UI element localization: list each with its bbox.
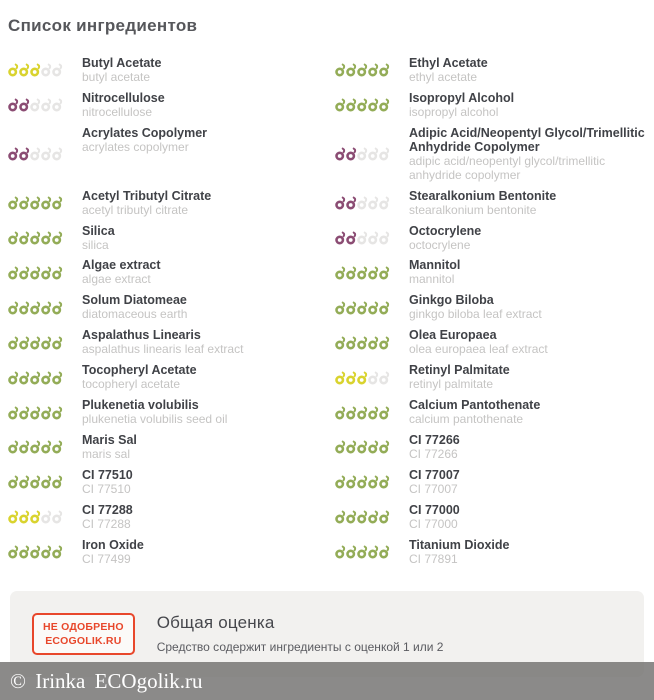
ingredient-texts [82, 189, 219, 218]
berry-droplet-icon [19, 266, 30, 280]
rating-icons [327, 147, 409, 161]
ingredient-name: Nitrocellulose [82, 90, 165, 105]
ingredient-texts [409, 56, 496, 85]
ingredient-texts [409, 328, 556, 357]
berry-droplet-icon [41, 301, 52, 315]
ingredient-row [0, 468, 327, 497]
ingredient-name: Octocrylene [409, 223, 482, 238]
ingredient-row [0, 503, 327, 532]
berry-droplet-icon [52, 371, 63, 385]
berry-droplet-icon [357, 301, 368, 315]
berry-droplet-icon [346, 475, 357, 489]
berry-droplet-icon [335, 406, 346, 420]
berry-droplet-icon [379, 510, 390, 524]
berry-droplet-icon [41, 336, 52, 350]
berry-droplet-icon [52, 266, 63, 280]
ingredient-row [0, 328, 327, 357]
ingredient-texts [409, 503, 468, 532]
ingredient-texts [409, 398, 548, 427]
berry-droplet-icon [346, 301, 357, 315]
berry-droplet-icon [52, 231, 63, 245]
berry-droplet-icon [357, 406, 368, 420]
berry-droplet-icon [19, 440, 30, 454]
rating-icons [0, 231, 82, 245]
ingredient-name: Adipic Acid/Neopentyl Glycol/Trimellitic Anhydride Copolymer [409, 125, 645, 154]
berry-droplet-icon [30, 406, 41, 420]
ingredient-name: Isopropyl Alcohol [409, 90, 515, 105]
ingredient-row [327, 293, 654, 322]
ingredient-name: Silica [82, 223, 115, 238]
berry-droplet-icon [8, 301, 19, 315]
rating-icons [0, 475, 82, 489]
ingredient-name: Acrylates Copolymer [82, 125, 208, 140]
berry-droplet-icon [346, 147, 357, 161]
ingredient-texts [82, 224, 123, 253]
berry-droplet-icon [19, 196, 30, 210]
ingredient-name: Stearalkonium Bentonite [409, 188, 557, 203]
berry-droplet-icon [30, 147, 41, 161]
ingredient-inci: calcium pantothenate [409, 412, 524, 427]
berry-droplet-icon [19, 371, 30, 385]
berry-droplet-icon [335, 196, 346, 210]
berry-droplet-icon [368, 98, 379, 112]
berry-droplet-icon [335, 231, 346, 245]
berry-droplet-icon [379, 406, 390, 420]
ingredient-row [0, 91, 327, 120]
berry-droplet-icon [8, 266, 19, 280]
berry-droplet-icon [52, 301, 63, 315]
berry-droplet-icon [8, 147, 19, 161]
berry-droplet-icon [52, 475, 63, 489]
ingredient-inci: CI 77510 [82, 481, 131, 496]
ingredient-name: Tocopheryl Acetate [82, 363, 197, 378]
berry-droplet-icon [357, 510, 368, 524]
berry-droplet-icon [19, 475, 30, 489]
ingredient-inci: acrylates copolymer [82, 139, 189, 154]
ingredient-inci: isopropyl alcohol [409, 104, 499, 119]
berry-droplet-icon [8, 336, 19, 350]
ingredient-inci: diatomaceous earth [82, 307, 188, 322]
rating-icons [0, 147, 82, 161]
berry-droplet-icon [368, 510, 379, 524]
berry-droplet-icon [30, 545, 41, 559]
ingredient-inci: nitrocellulose [82, 104, 153, 119]
rating-icons [0, 406, 82, 420]
rating-icons [0, 63, 82, 77]
berry-droplet-icon [30, 440, 41, 454]
berry-droplet-icon [19, 510, 30, 524]
berry-droplet-icon [41, 545, 52, 559]
ingredient-inci: maris sal [82, 446, 131, 461]
berry-droplet-icon [19, 301, 30, 315]
ingredient-texts [409, 468, 468, 497]
berry-droplet-icon [357, 545, 368, 559]
berry-droplet-icon [41, 371, 52, 385]
rating-icons [327, 371, 409, 385]
ingredient-inci: aspalathus linearis leaf extract [82, 342, 244, 357]
berry-droplet-icon [346, 371, 357, 385]
berry-droplet-icon [379, 440, 390, 454]
berry-droplet-icon [379, 545, 390, 559]
berry-droplet-icon [8, 371, 19, 385]
ingredient-name: Calcium Pantothenate [409, 398, 541, 413]
berry-droplet-icon [368, 301, 379, 315]
ingredient-row [327, 91, 654, 120]
ingredient-row [0, 224, 327, 253]
ingredient-texts [409, 189, 564, 218]
ingredient-inci: CI 77891 [409, 551, 458, 566]
ingredient-name: Ethyl Acetate [409, 56, 488, 70]
berry-droplet-icon [8, 98, 19, 112]
berry-droplet-icon [52, 196, 63, 210]
ingredient-row [327, 126, 654, 183]
ingredient-inci: ginkgo biloba leaf extract [409, 307, 542, 322]
ingredient-row [0, 398, 327, 427]
berry-droplet-icon [335, 336, 346, 350]
ingredient-name: Butyl Acetate [82, 56, 162, 70]
berry-droplet-icon [335, 440, 346, 454]
ingredient-texts [82, 398, 235, 427]
rating-icons [0, 336, 82, 350]
berry-droplet-icon [335, 98, 346, 112]
stamp-line-1: НЕ ОДОБРЕНО [43, 620, 124, 633]
berry-droplet-icon [19, 63, 30, 77]
berry-droplet-icon [357, 98, 368, 112]
ingredient-inci: mannitol [409, 272, 455, 287]
ingredient-texts [82, 363, 205, 392]
berry-droplet-icon [8, 196, 19, 210]
rating-icons [0, 545, 82, 559]
berry-droplet-icon [335, 371, 346, 385]
berry-droplet-icon [30, 266, 41, 280]
berry-droplet-icon [357, 196, 368, 210]
ingredient-row [327, 363, 654, 392]
ingredient-texts [409, 433, 468, 462]
rating-icons [327, 545, 409, 559]
berry-droplet-icon [346, 545, 357, 559]
berry-droplet-icon [379, 475, 390, 489]
ingredients-grid [0, 56, 654, 567]
ingredient-row [0, 433, 327, 462]
berry-droplet-icon [379, 301, 390, 315]
ingredient-name: Retinyl Palmitate [409, 363, 510, 378]
berry-droplet-icon [379, 371, 390, 385]
berry-droplet-icon [52, 336, 63, 350]
ingredient-name: CI 77007 [409, 467, 460, 482]
ingredient-inci: CI 77266 [409, 446, 458, 461]
berry-droplet-icon [357, 63, 368, 77]
ingredient-inci: CI 77499 [82, 551, 131, 566]
berry-droplet-icon [346, 406, 357, 420]
ingredient-name: CI 77510 [82, 467, 133, 482]
ingredient-inci: plukenetia volubilis seed oil [82, 412, 228, 427]
berry-droplet-icon [368, 440, 379, 454]
rating-icons [327, 63, 409, 77]
berry-droplet-icon [346, 231, 357, 245]
rating-icons [327, 475, 409, 489]
berry-droplet-icon [379, 231, 390, 245]
ingredient-row [327, 538, 654, 567]
berry-droplet-icon [30, 231, 41, 245]
ingredient-row [0, 56, 327, 85]
ingredient-name: CI 77000 [409, 502, 460, 517]
ingredient-inci: olea europaea leaf extract [409, 342, 548, 357]
rating-icons [327, 196, 409, 210]
ingredient-inci: CI 77007 [409, 481, 458, 496]
berry-droplet-icon [30, 98, 41, 112]
summary-text [157, 613, 444, 654]
stamp-line-2: ECOGOLIK.RU [45, 634, 122, 647]
berry-droplet-icon [368, 406, 379, 420]
berry-droplet-icon [41, 196, 52, 210]
berry-droplet-icon [41, 231, 52, 245]
rating-icons [327, 266, 409, 280]
ingredient-row [0, 126, 327, 183]
berry-droplet-icon [19, 98, 30, 112]
ingredient-texts [82, 468, 141, 497]
berry-droplet-icon [41, 406, 52, 420]
berry-droplet-icon [357, 475, 368, 489]
ingredient-row [0, 189, 327, 218]
berry-droplet-icon [8, 406, 19, 420]
ingredient-texts [409, 91, 522, 120]
berry-droplet-icon [335, 63, 346, 77]
berry-droplet-icon [379, 147, 390, 161]
rating-icons [327, 301, 409, 315]
berry-droplet-icon [368, 475, 379, 489]
ingredient-row [327, 258, 654, 287]
berry-droplet-icon [52, 440, 63, 454]
ingredient-texts [409, 363, 518, 392]
ingredient-inci: CI 77000 [409, 516, 458, 531]
berry-droplet-icon [346, 510, 357, 524]
ingredient-row [327, 503, 654, 532]
ingredient-inci: algae extract [82, 272, 151, 287]
berry-droplet-icon [379, 196, 390, 210]
berry-droplet-icon [335, 301, 346, 315]
ingredient-name: Plukenetia volubilis [82, 398, 199, 413]
berry-droplet-icon [346, 336, 357, 350]
summary-description: Средство содержит ингредиенты с оценкой 1 или 2 [156, 640, 444, 655]
ingredient-texts [409, 293, 550, 322]
ingredient-texts [409, 258, 468, 287]
berry-droplet-icon [19, 336, 30, 350]
berry-droplet-icon [357, 440, 368, 454]
rating-icons [327, 336, 409, 350]
berry-droplet-icon [357, 336, 368, 350]
ingredient-texts [409, 538, 517, 567]
berry-droplet-icon [357, 371, 368, 385]
ingredient-name: Algae extract [82, 258, 161, 273]
berry-droplet-icon [357, 147, 368, 161]
berry-droplet-icon [52, 98, 63, 112]
berry-droplet-icon [41, 266, 52, 280]
berry-droplet-icon [346, 98, 357, 112]
berry-droplet-icon [335, 266, 346, 280]
ingredient-inci: tocopheryl acetate [82, 377, 181, 392]
ingredient-row [0, 363, 327, 392]
berry-droplet-icon [368, 231, 379, 245]
berry-droplet-icon [52, 63, 63, 77]
ingredient-row [327, 398, 654, 427]
berry-droplet-icon [41, 98, 52, 112]
berry-droplet-icon [30, 336, 41, 350]
ingredient-texts [82, 433, 145, 462]
berry-droplet-icon [368, 266, 379, 280]
berry-droplet-icon [30, 475, 41, 489]
ingredient-texts [82, 126, 215, 155]
ingredient-inci: stearalkonium bentonite [409, 202, 537, 217]
berry-droplet-icon [19, 231, 30, 245]
berry-droplet-icon [357, 231, 368, 245]
rating-icons [0, 371, 82, 385]
rating-icons [0, 266, 82, 280]
ingredient-texts [82, 258, 169, 287]
ingredient-row [0, 538, 327, 567]
ingredient-texts [409, 224, 489, 253]
berry-droplet-icon [368, 196, 379, 210]
rating-icons [327, 98, 409, 112]
berry-droplet-icon [379, 336, 390, 350]
ingredient-row [327, 224, 654, 253]
berry-droplet-icon [346, 266, 357, 280]
ingredient-name: CI 77266 [409, 432, 460, 447]
berry-droplet-icon [335, 147, 346, 161]
berry-droplet-icon [368, 336, 379, 350]
berry-droplet-icon [346, 440, 357, 454]
berry-droplet-icon [379, 63, 390, 77]
footer [0, 662, 654, 700]
berry-droplet-icon [52, 147, 63, 161]
berry-droplet-icon [52, 545, 63, 559]
ingredient-texts [409, 126, 654, 183]
ingredient-row [327, 468, 654, 497]
berry-droplet-icon [8, 510, 19, 524]
berry-droplet-icon [30, 301, 41, 315]
rating-icons [327, 510, 409, 524]
rating-icons [0, 440, 82, 454]
berry-droplet-icon [19, 406, 30, 420]
berry-droplet-icon [368, 545, 379, 559]
berry-droplet-icon [8, 475, 19, 489]
berry-droplet-icon [52, 510, 63, 524]
ingredient-name: Maris Sal [82, 432, 137, 447]
ingredient-row [0, 258, 327, 287]
berry-droplet-icon [335, 545, 346, 559]
ingredient-name: Ginkgo Biloba [409, 293, 494, 308]
berry-droplet-icon [19, 545, 30, 559]
rating-icons [0, 510, 82, 524]
berry-droplet-icon [335, 510, 346, 524]
ingredient-name: Solum Diatomeae [82, 293, 187, 308]
berry-droplet-icon [379, 98, 390, 112]
ingredient-name: Titanium Dioxide [409, 537, 510, 552]
ingredient-name: Mannitol [409, 258, 461, 273]
rating-icons [327, 440, 409, 454]
berry-droplet-icon [41, 440, 52, 454]
berry-droplet-icon [41, 147, 52, 161]
rating-icons [0, 196, 82, 210]
berry-droplet-icon [346, 196, 357, 210]
berry-droplet-icon [8, 545, 19, 559]
ingredient-inci: butyl acetate [82, 70, 151, 84]
ingredient-row [327, 328, 654, 357]
ingredient-inci: CI 77288 [82, 516, 131, 531]
berry-droplet-icon [8, 231, 19, 245]
ingredient-inci: silica [82, 237, 109, 252]
berry-droplet-icon [8, 63, 19, 77]
copyright-text: © Irinka ECOgolik.ru [10, 668, 203, 693]
berry-droplet-icon [8, 440, 19, 454]
ingredient-texts [82, 538, 152, 567]
ingredient-texts [82, 293, 195, 322]
ingredient-row [327, 56, 654, 85]
ingredient-row [0, 293, 327, 322]
berry-droplet-icon [368, 147, 379, 161]
berry-droplet-icon [346, 63, 357, 77]
ingredient-inci: adipic acid/neopentyl glycol/trimellitic anhydride copolymer [409, 153, 606, 182]
ingredient-inci: octocrylene [409, 237, 471, 252]
berry-droplet-icon [30, 63, 41, 77]
berry-droplet-icon [357, 266, 368, 280]
ingredient-row [327, 433, 654, 462]
berry-droplet-icon [30, 371, 41, 385]
summary-title: Общая оценка [156, 613, 275, 633]
ingredient-texts [82, 328, 251, 357]
ingredient-texts [82, 503, 141, 532]
rating-icons [0, 301, 82, 315]
ingredient-name: Iron Oxide [82, 537, 144, 552]
ingredient-name: Acetyl Tributyl Citrate [82, 188, 212, 203]
ingredient-row [327, 189, 654, 218]
berry-droplet-icon [30, 510, 41, 524]
berry-droplet-icon [30, 196, 41, 210]
ingredient-name: Aspalathus Linearis [82, 328, 201, 343]
ingredient-name: Olea Europaea [409, 328, 497, 343]
ingredient-name: CI 77288 [82, 502, 133, 517]
berry-droplet-icon [52, 406, 63, 420]
ingredient-texts [82, 56, 169, 85]
berry-droplet-icon [379, 266, 390, 280]
ingredient-inci: acetyl tributyl citrate [82, 202, 189, 217]
ingredient-inci: retinyl palmitate [409, 377, 494, 392]
berry-droplet-icon [368, 63, 379, 77]
berry-droplet-icon [368, 371, 379, 385]
not-approved-stamp [32, 613, 135, 655]
berry-droplet-icon [41, 510, 52, 524]
rating-icons [327, 231, 409, 245]
ingredient-texts [82, 91, 173, 120]
berry-droplet-icon [19, 147, 30, 161]
rating-icons [0, 98, 82, 112]
ingredient-inci: ethyl acetate [409, 70, 478, 84]
page-title: Список ингредиентов [8, 16, 198, 35]
berry-droplet-icon [41, 475, 52, 489]
berry-droplet-icon [41, 63, 52, 77]
rating-icons [327, 406, 409, 420]
berry-droplet-icon [335, 475, 346, 489]
